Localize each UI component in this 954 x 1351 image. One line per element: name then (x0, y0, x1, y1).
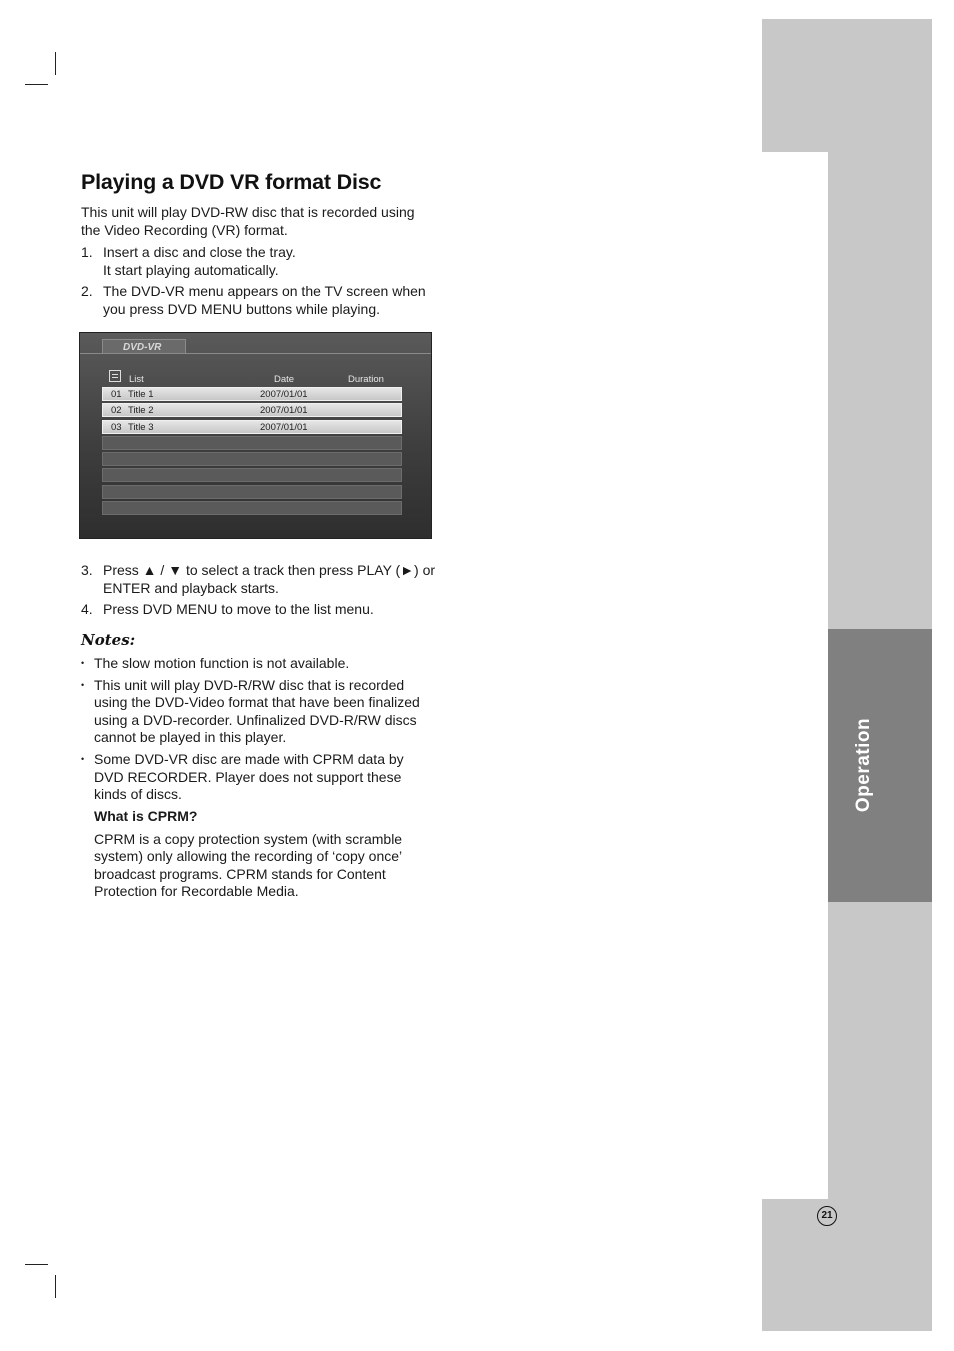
page-number: 21 (817, 1206, 837, 1226)
dvd-vr-menu-screenshot (79, 332, 432, 539)
step-item: 3. Press ▲ / ▼ to select a track then press PLAY (►) or ENTER and playback starts. (81, 562, 436, 596)
note-item: • Some DVD-VR disc are made with CPRM data by DVD RECORDER. Player does not support these kinds of discs. (81, 751, 436, 804)
note-item: • This unit will play DVD-R/RW disc that is recorded using the DVD-Video format that have been finalized using a DVD-recorder. Unfinalized DVD-R/RW discs cannot be played in this player. (81, 677, 436, 747)
list-item: 03 Title 3 2007/01/01 (102, 420, 402, 434)
menu-divider (80, 353, 431, 354)
title-list (102, 387, 402, 517)
step-item: 1. Insert a disc and close the tray. It start playing automatically. (81, 244, 296, 278)
note-item: • The slow motion function is not available. (81, 655, 436, 673)
intro-text: This unit will play DVD-RW disc that is recorded using the Video Recording (VR) format. (81, 204, 415, 238)
main-content (81, 170, 436, 901)
page-title: Playing a DVD VR format Disc (81, 170, 382, 194)
crop-mark (55, 52, 56, 75)
empty-row (102, 452, 402, 466)
column-header-date: Date (274, 374, 295, 385)
list-icon (109, 370, 121, 382)
list-item: 02 Title 2 2007/01/01 (102, 403, 402, 417)
step-item: 4. Press DVD MENU to move to the list menu. (81, 601, 374, 617)
cprm-description: CPRM is a copy protection system (with scramble system) only allowing the recording of ‘copy once’ broadcast programs. CPRM stands for Content Protection for Recordable Media. (94, 830, 403, 899)
column-header-duration: Duration (348, 374, 384, 385)
side-strip-bottom (762, 1199, 932, 1331)
notes-heading: Notes: (81, 630, 136, 649)
list-item: 01 Title 1 2007/01/01 (102, 387, 402, 401)
section-tab (828, 629, 932, 902)
empty-row (102, 468, 402, 482)
cprm-heading: What is CPRM? (94, 808, 198, 824)
step-item: 2. The DVD-VR menu appears on the TV screen when you press DVD MENU buttons while playing. (81, 283, 426, 317)
side-strip-top (762, 19, 932, 152)
empty-row (102, 485, 402, 499)
menu-tab: DVD-VR (102, 339, 186, 354)
crop-mark (25, 1264, 48, 1265)
crop-mark (25, 84, 48, 85)
column-header-list: List (129, 374, 144, 385)
notes-list (81, 655, 436, 804)
steps-list (81, 244, 436, 318)
steps-list-continued (81, 562, 436, 619)
empty-row (102, 501, 402, 515)
crop-mark (55, 1275, 56, 1298)
empty-row (102, 436, 402, 450)
